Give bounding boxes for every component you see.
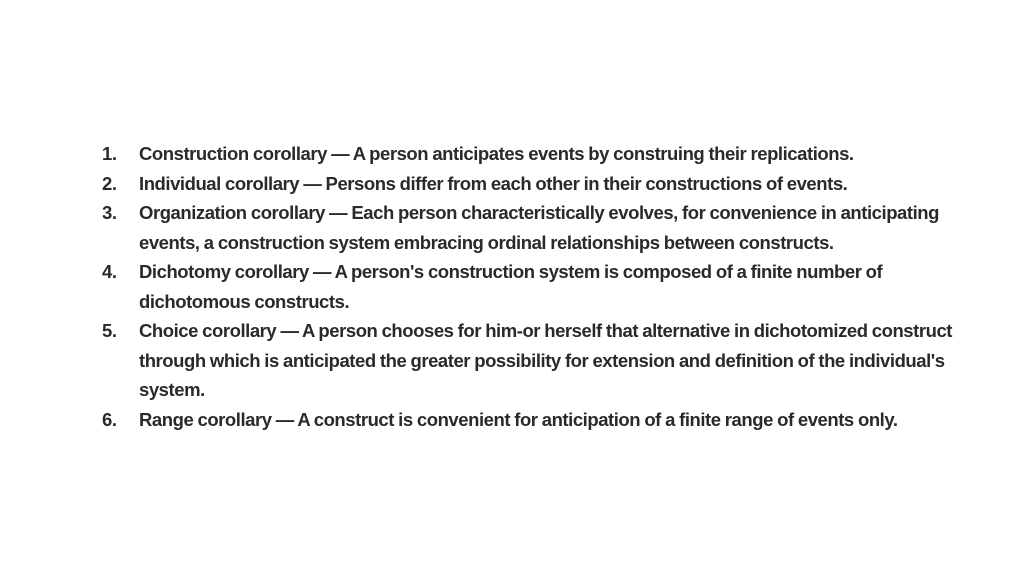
- list-item: [102, 257, 982, 316]
- list-item-text: Dichotomy corollary — A person's construction system is composed of a finite number of dichotomous constructs.: [139, 261, 883, 312]
- list-item: [102, 405, 982, 435]
- list-item-text: Choice corollary — A person chooses for him-or herself that alternative in dichotomized construct through which is anticipated the greater possibility for extension and definition of the individual's system.: [139, 320, 952, 400]
- list-item: [102, 198, 982, 257]
- list-item-text: Organization corollary — Each person characteristically evolves, for convenience in anticipating events, a construction system embracing ordinal relationships between constructs.: [139, 202, 939, 253]
- list-item-text: Individual corollary — Persons differ from each other in their constructions of events.: [139, 172, 848, 194]
- list-item: [102, 139, 982, 169]
- list-item-number: 4.: [102, 261, 117, 282]
- list-item: [102, 169, 982, 199]
- list-item-number: 1.: [102, 143, 117, 164]
- list-item-number: 5.: [102, 320, 117, 341]
- list-item-number: 3.: [102, 202, 117, 223]
- list-item-text: Construction corollary — A person anticipates events by construing their replications.: [139, 143, 854, 164]
- list-item: [102, 316, 982, 405]
- list-item-number: 2.: [102, 172, 117, 194]
- list-item-number: 6.: [102, 408, 117, 430]
- list-item-text: Range corollary — A construct is convenient for anticipation of a finite range of events only.: [139, 408, 898, 430]
- corollary-list: [102, 139, 982, 434]
